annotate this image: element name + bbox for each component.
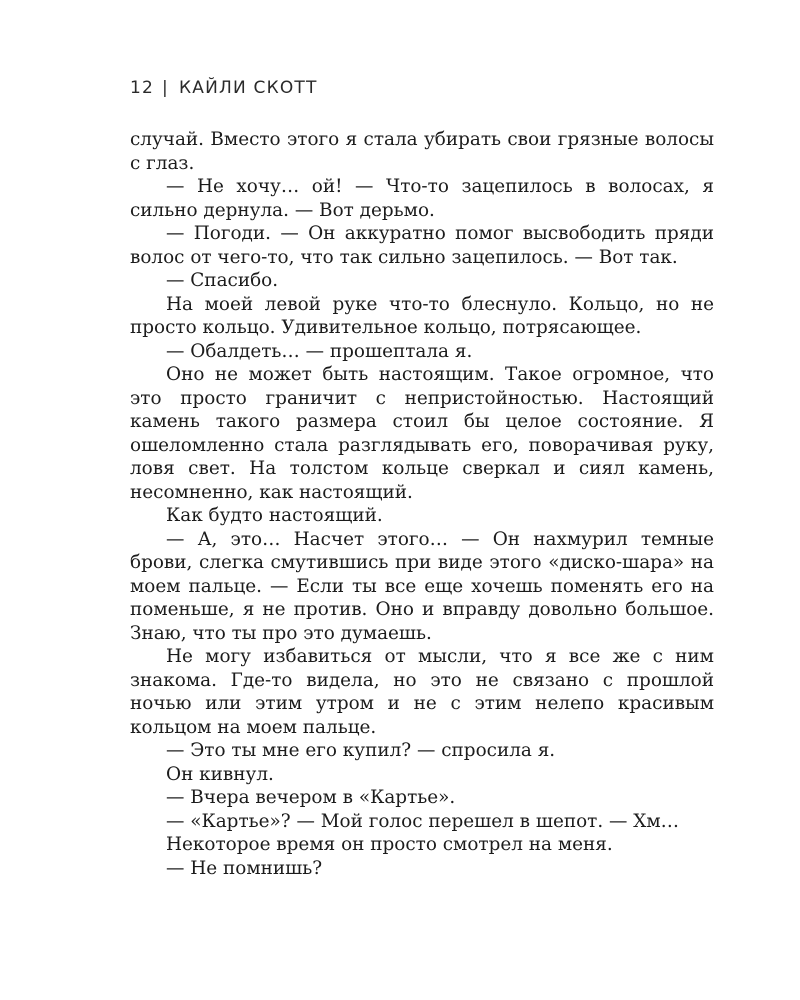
paragraph: Не могу избавиться от мысли, что я все же с ним знакома. Где-то видела, но это не связано с прошлой ночью или этим утром и не с этим нелепо красивым кольцом на моем пальце. [130, 646, 714, 738]
paragraph: Он кивнул. [166, 763, 274, 785]
paragraph: — Это ты мне его купил? — спросила я. [166, 740, 556, 761]
header-separator: | [162, 78, 169, 98]
paragraph: — Не помнишь? [166, 857, 323, 879]
paragraph: — Спасибо. [166, 270, 279, 291]
paragraph: Как будто настоящий. [166, 505, 383, 526]
paragraph: — Не хочу… ой! — Что-то зацепилось в волосах, я сильно дернула. — Вот дерьмо. [130, 176, 714, 221]
paragraph: — Обалдеть… — прошептала я. [166, 340, 473, 362]
author-name: КАЙЛИ СКОТТ [178, 78, 318, 98]
running-header [130, 78, 318, 98]
paragraph: — Погоди. — Он аккуратно помог высвободить пряди волос от чего-то, что так сильно зацепилось. — Вот так. [130, 223, 714, 268]
paragraph: Оно не может быть настоящим. Такое огромное, что это просто граничит с непристойностью. Настоящий камень такого размера стоил бы целое состояние. Я ошеломленно стала разглядывать его, поворачивая руку, ловя свет. На толстом кольце сверкал и сиял камень, несомненно, как настоящий. [130, 364, 714, 503]
paragraph: На моей левой руке что-то блеснуло. Кольцо, но не просто кольцо. Удивительное кольцо, потрясающее. [130, 293, 714, 338]
page-number: 12 [130, 78, 155, 98]
paragraph: Некоторое время он просто смотрел на меня. [166, 834, 613, 855]
paragraph: случай. Вместо этого я стала убирать свои грязные волосы с глаз. [130, 129, 714, 174]
paragraph: — А, это… Насчет этого… — Он нахмурил темные брови, слегка смутившись при виде этого «диско-шара» на моем пальце. — Если ты все еще хочешь поменять его на поменьше, я не против. Оно и вправду довольно большое. Знаю, что ты про это думаешь. [130, 528, 714, 644]
paragraph: — Вчера вечером в «Картье». [166, 787, 456, 808]
body-text [130, 128, 714, 880]
paragraph: — «Картье»? — Мой голос перешел в шепот. — Хм… [166, 810, 680, 832]
